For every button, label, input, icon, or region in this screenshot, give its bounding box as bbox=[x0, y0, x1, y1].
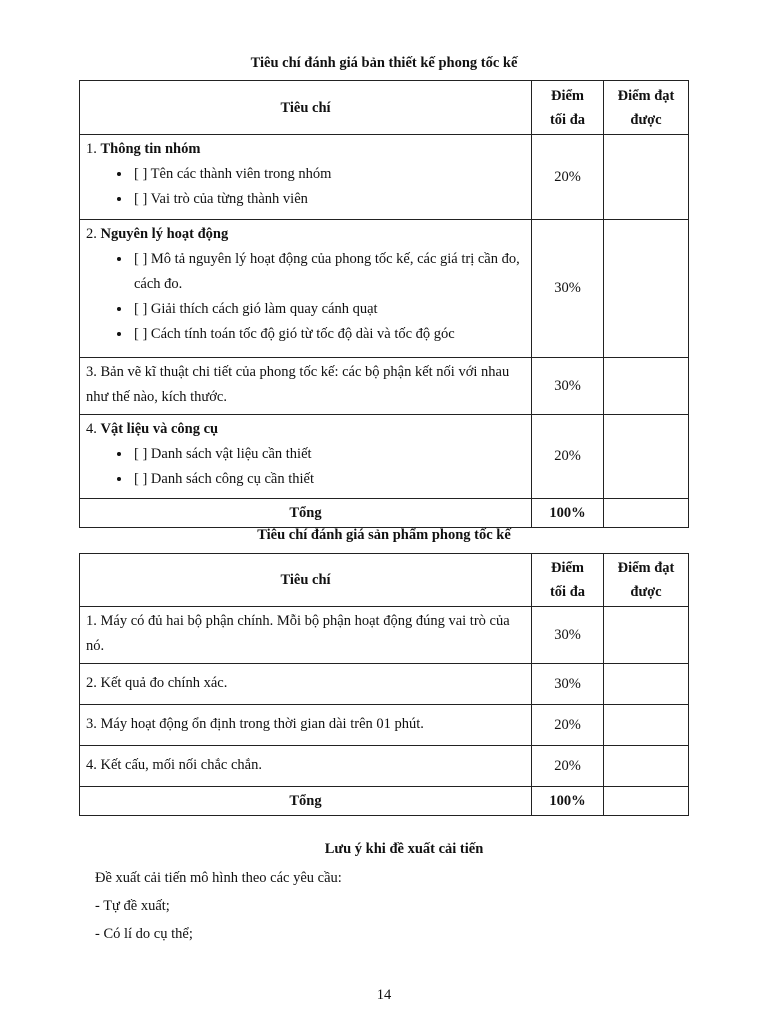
total-value: 100% bbox=[532, 499, 604, 528]
checklist-item: • [ ] Vai trò của từng thành viên bbox=[132, 187, 525, 212]
table-row bbox=[80, 135, 689, 220]
total-row bbox=[80, 499, 689, 528]
header-max-score bbox=[532, 554, 604, 607]
max-score: 30% bbox=[532, 358, 604, 415]
criteria-heading: Nguyên lý hoạt động bbox=[100, 226, 229, 242]
table-header-row bbox=[80, 81, 689, 135]
table-row bbox=[80, 746, 689, 787]
max-score: 30% bbox=[532, 664, 604, 705]
table-row bbox=[80, 358, 689, 415]
achieved-score-cell[interactable] bbox=[604, 746, 689, 787]
max-score: 20% bbox=[532, 705, 604, 746]
max-score: 20% bbox=[532, 135, 604, 220]
page-number: 14 bbox=[376, 987, 392, 1003]
header-achieved-line2: được bbox=[630, 111, 662, 128]
notes-line: Đề xuất cải tiến mô hình theo các yêu cầu: bbox=[95, 870, 342, 886]
header-max-line2: tối đa bbox=[549, 584, 586, 600]
achieved-score-cell[interactable] bbox=[604, 220, 689, 358]
max-score: 20% bbox=[532, 746, 604, 787]
table-row bbox=[80, 607, 689, 664]
header-criteria: Tiêu chí bbox=[80, 554, 532, 607]
checklist-item: • [ ] Tên các thành viên trong nhóm bbox=[132, 162, 525, 187]
criteria-cell: 3. Bản vẽ kĩ thuật chi tiết của phong tốc kế: các bộ phận kết nối với nhau như thế nào, kích thước. bbox=[80, 358, 532, 415]
criteria-cell bbox=[80, 415, 532, 499]
header-criteria: Tiêu chí bbox=[80, 81, 532, 135]
total-row bbox=[80, 787, 689, 816]
criteria-cell: 2. Kết quả đo chính xác. bbox=[80, 664, 532, 705]
notes-line: - Tự đề xuất; bbox=[95, 898, 170, 914]
checklist-item: • [ ] Giải thích cách gió làm quay cánh quạt bbox=[132, 297, 525, 322]
checklist-item: • [ ] Danh sách công cụ cần thiết bbox=[132, 467, 525, 492]
criteria-cell: 1. Máy có đủ hai bộ phận chính. Mỗi bộ phận hoạt động đúng vai trò của nó. bbox=[80, 607, 532, 664]
criteria-cell: 4. Kết cấu, mối nối chắc chắn. bbox=[80, 746, 532, 787]
notes-line: - Có lí do cụ thể; bbox=[95, 926, 193, 942]
criteria-cell bbox=[80, 220, 532, 358]
table1-title: Tiêu chí đánh giá bản thiết kế phong tốc kế bbox=[250, 55, 518, 71]
design-criteria-table bbox=[79, 80, 689, 528]
checklist-item: • [ ] Danh sách vật liệu cần thiết bbox=[132, 442, 525, 467]
achieved-score-cell[interactable] bbox=[604, 135, 689, 220]
header-achieved-score bbox=[604, 81, 689, 135]
total-value: 100% bbox=[532, 787, 604, 816]
achieved-score-cell[interactable] bbox=[604, 664, 689, 705]
criteria-cell bbox=[80, 135, 532, 220]
max-score: 20% bbox=[532, 415, 604, 499]
total-label: Tổng bbox=[80, 787, 532, 816]
table2-title: Tiêu chí đánh giá sản phẩm phong tốc kế bbox=[257, 527, 511, 543]
header-max-line2: tối đa bbox=[549, 111, 586, 128]
table-row bbox=[80, 415, 689, 499]
max-score: 30% bbox=[532, 607, 604, 664]
achieved-score-cell[interactable] bbox=[604, 607, 689, 664]
achieved-score-cell[interactable] bbox=[604, 705, 689, 746]
header-max-score bbox=[532, 81, 604, 135]
header-achieved-line1: Điểm đạt bbox=[617, 87, 675, 104]
achieved-score-cell[interactable] bbox=[604, 358, 689, 415]
notes-title: Lưu ý khi đề xuất cải tiến bbox=[324, 841, 484, 857]
total-achieved-cell[interactable] bbox=[604, 787, 689, 816]
header-achieved-score bbox=[604, 554, 689, 607]
total-achieved-cell[interactable] bbox=[604, 499, 689, 528]
table-row bbox=[80, 220, 689, 358]
criteria-heading: Thông tin nhóm bbox=[100, 141, 201, 157]
max-score: 30% bbox=[532, 220, 604, 358]
product-criteria-table bbox=[79, 553, 689, 816]
header-max-line1: Điểm bbox=[550, 87, 584, 104]
criteria-number: 4. bbox=[86, 421, 101, 437]
criteria-cell: 3. Máy hoạt động ổn định trong thời gian dài trên 01 phút. bbox=[80, 705, 532, 746]
checklist-item: • [ ] Mô tả nguyên lý hoạt động của phong tốc kế, các giá trị cần đo, cách đo. bbox=[132, 247, 525, 297]
table-row bbox=[80, 664, 689, 705]
table-row bbox=[80, 705, 689, 746]
total-label: Tổng bbox=[80, 499, 532, 528]
criteria-number: 2. bbox=[86, 226, 101, 242]
checklist-item: • [ ] Cách tính toán tốc độ gió từ tốc độ dài và tốc độ góc bbox=[132, 322, 525, 347]
header-max-line1: Điểm bbox=[550, 560, 584, 576]
criteria-heading: Vật liệu và công cụ bbox=[100, 421, 219, 437]
header-achieved-line1: Điểm đạt bbox=[617, 560, 675, 576]
header-achieved-line2: được bbox=[630, 584, 662, 600]
achieved-score-cell[interactable] bbox=[604, 415, 689, 499]
table-header-row bbox=[80, 554, 689, 607]
criteria-number: 1. bbox=[86, 141, 101, 157]
